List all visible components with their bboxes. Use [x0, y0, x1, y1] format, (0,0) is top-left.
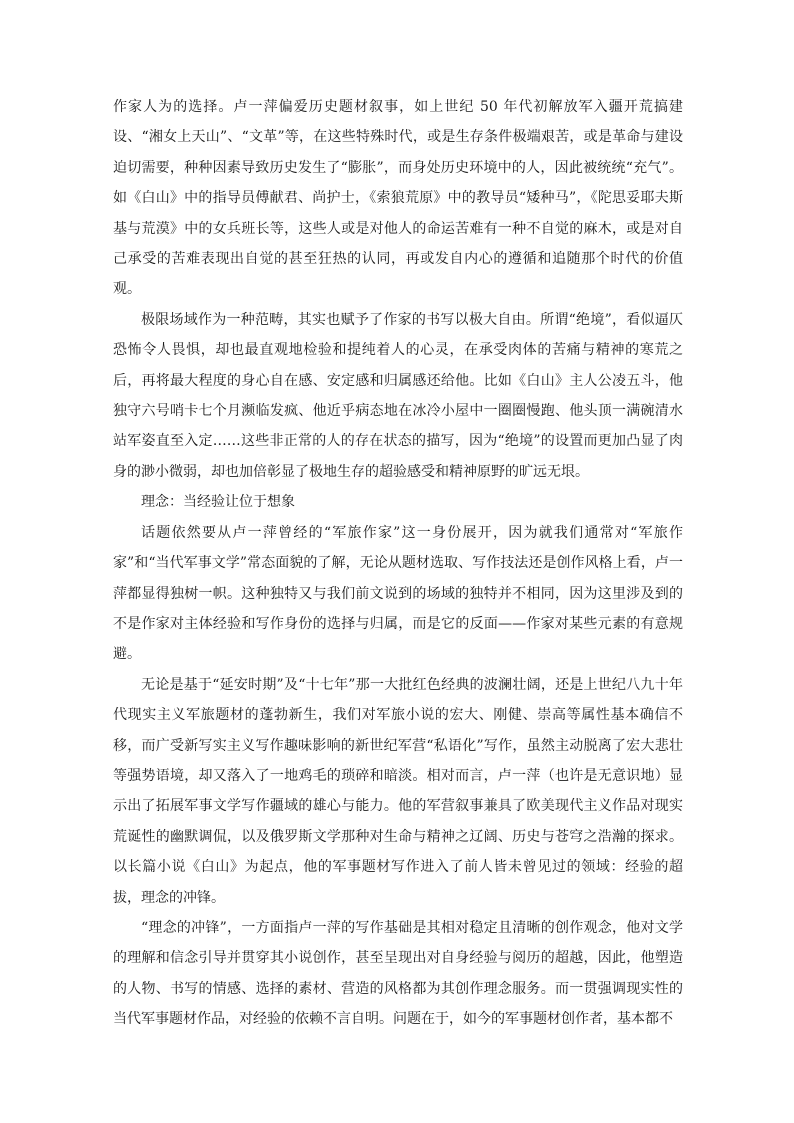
document-page: [113, 92, 683, 1035]
paragraph-1: 作家人为的选择。卢一萍偏爱历史题材叙事，如上世纪 50 年代初解放军入疆开荒搞建设、“湘女上天山”、“文革”等，在这些特殊时代，或是生存条件极端艰苦，或是革命与建设迫切需要，种种因素导致历史发生了“膨胀”，而身处历史环境中的人，因此被统统“充气”。如《白山》中的指导员傅献君、尚护士，《索狼荒原》中的教导员“矮种马”，《陀思妥耶夫斯基与荒漠》中的女兵班长等，这些人或是对他人的命运苦难有一种不自觉的麻木，或是对自己承受的苦难表现出自觉的甚至狂热的认同，再或发自内心的遵循和追随那个时代的价值观。: [113, 99, 683, 298]
paragraph-4: 无论是基于“延安时期”及“十七年”那一大批红色经典的波澜壮阔，还是上世纪八九十年代现实主义军旅题材的蓬勃新生，我们对军旅小说的宏大、刚健、崇高等属性基本确信不移，而广受新写实主义写作趣味影响的新世纪军营“私语化”写作，虽然主动脱离了宏大悲壮等强势语境，却又落入了一地鸡毛的琐碎和暗淡。相对而言，卢一萍（也许是无意识地）显示出了拓展军事文学写作疆域的雄心与能力。他的军营叙事兼具了欧美现代主义作品对现实荒诞性的幽默调侃，以及俄罗斯文学那种对生命与精神之辽阔、历史与苍穹之浩瀚的探求。以长篇小说《白山》为起点，他的军事题材写作进入了前人皆未曾见过的领域：经验的超拔，理念的冲锋。: [113, 676, 683, 906]
section-heading: 理念：当经验让位于想象: [141, 494, 295, 511]
paragraph-5: “理念的冲锋”，一方面指卢一萍的写作基础是其相对稳定且清晰的创作观念，他对文学的理解和信念引导并贯穿其小说创作，甚至呈现出对自身经验与阅历的超越，因此，他塑造的人物、书写的情感、选择的素材、营造的风格都为其创作理念服务。而一贯强调现实性的当代军事题材作品，对经验的依赖不言自明。问题在于，如今的军事题材创作者，基本都不: [113, 919, 683, 1028]
paragraph-3: 话题依然要从卢一萍曾经的“军旅作家”这一身份展开，因为就我们通常对“军旅作家”和“当代军事文学”常态面貌的了解，无论从题材选取、写作技法还是创作风格上看，卢一萍都显得独树一帜。这种独特又与我们前文说到的场域的独特并不相同，因为这里涉及到的不是作家对主体经验和写作身份的选择与归属，而是它的反面——作家对某些元素的有意规避。: [113, 524, 683, 663]
paragraph-2: 极限场域作为一种范畴，其实也赋予了作家的书写以极大自由。所谓“绝境”，看似逼仄恐怖令人畏惧，却也最直观地检验和提纯着人的心灵，在承受肉体的苦痛与精神的寒荒之后，再将最大程度的身心自在感、安定感和归属感还给他。比如《白山》主人公凌五斗，他独守六号哨卡七个月濒临发疯、他近乎病态地在冰冷小屋中一圈圈慢跑、他头顶一满碗清水站军姿直至入定……这些非正常的人的存在状态的描写，因为“绝境”的设置而更加凸显了肉身的渺小微弱，却也加倍彰显了极地生存的超验感受和精神原野的旷远无垠。: [113, 311, 683, 480]
